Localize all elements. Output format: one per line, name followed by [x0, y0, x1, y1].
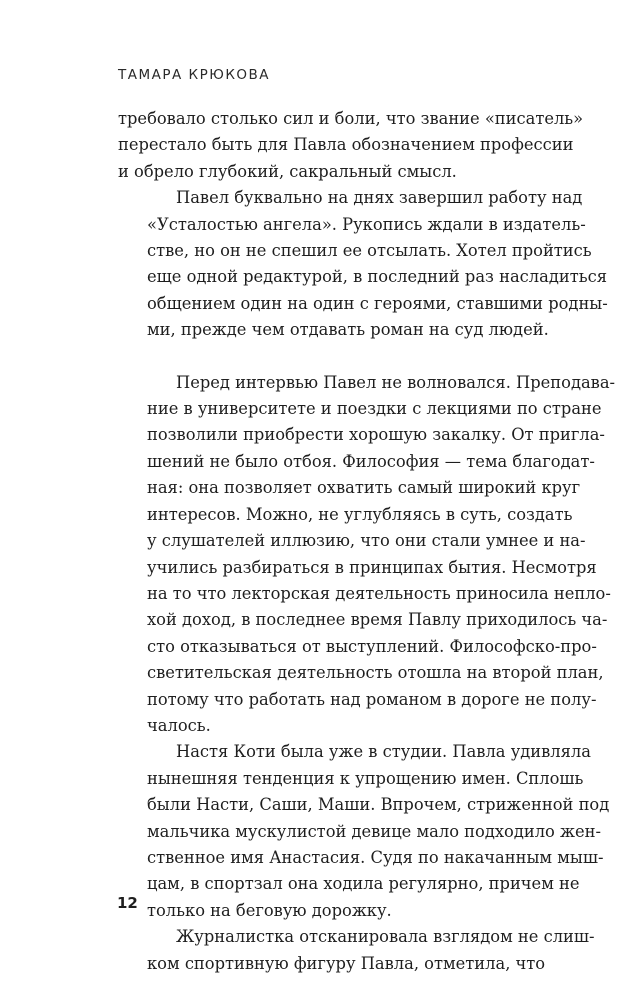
page-number: 12	[117, 894, 138, 912]
text-line: только на беговую дорожку.	[147, 900, 392, 920]
text-line: хой доход, в последнее время Павлу приходилось ча-	[147, 610, 608, 630]
text-line: еще одной редактурой, в последний раз насладиться	[147, 267, 607, 287]
text-line: нынешняя тенденция к упрощению имен. Сплошь	[147, 768, 584, 788]
text-line: интересов. Можно, не углубляясь в суть, создать	[147, 504, 573, 524]
text-line: Перед интервью Павел не волновался. Преподава-	[176, 372, 616, 392]
text-line: позволили приобрести хорошую закалку. От пригла-	[147, 425, 605, 445]
paragraph-1	[118, 106, 584, 185]
text-line: ние в университете и поездки с лекциями по стране	[147, 399, 602, 419]
text-line: чалось.	[147, 715, 211, 735]
paragraph-2	[118, 185, 608, 343]
text-line: сто отказываться от выступлений. Философско-про-	[147, 636, 597, 656]
text-line: ми, прежде чем отдавать роман на суд людей.	[147, 320, 549, 340]
text-line: Настя Коти была уже в студии. Павла удивляла	[176, 742, 591, 762]
text-line: ная: она позволяет охватить самый широкий круг	[147, 478, 581, 498]
text-line: цам, в спортзал она ходила регулярно, причем не	[147, 874, 580, 894]
paragraph-5	[118, 924, 595, 977]
text-line: Журналистка отсканировала взглядом не слиш-	[176, 927, 595, 947]
text-line: на то что лекторская деятельность приносила непло-	[147, 583, 611, 603]
running-header-author: ТАМАРА КРЮКОВА	[118, 67, 271, 83]
body-text	[118, 106, 616, 977]
text-line: стве, но он не спешил ее отсылать. Хотел пройтись	[147, 241, 592, 261]
text-line: шений не было отбоя. Философия — тема благодат-	[147, 451, 595, 471]
text-line: требовало столько сил и боли, что звание «писатель»	[118, 109, 584, 128]
text-line: ственное имя Анастасия. Судя по накачанным мыш-	[147, 847, 604, 867]
text-line: и обрело глубокий, сакральный смысл.	[118, 161, 457, 181]
text-line: потому что работать над романом в дороге не полу-	[147, 689, 597, 709]
text-line: учились разбираться в принципах бытия. Несмотря	[147, 557, 597, 577]
text-line: «Усталостью ангела». Рукопись ждали в издатель-	[147, 214, 586, 234]
text-line: перестало быть для Павла обозначением профессии	[118, 135, 574, 155]
section-break	[118, 344, 542, 370]
paragraph-3	[118, 370, 616, 740]
text-line: ком спортивную фигуру Павла, отметила, что	[147, 953, 546, 973]
text-line: светительская деятельность отошла на второй план,	[147, 663, 604, 683]
text-line: были Насти, Саши, Маши. Впрочем, стриженной под	[147, 795, 610, 815]
paragraph-4	[118, 739, 610, 924]
text-line: общением один на один с героями, ставшими родны-	[147, 293, 608, 313]
text-line: у слушателей иллюзию, что они стали умнее и на-	[147, 531, 586, 551]
text-line: мальчика мускулистой девице мало подходило жен-	[147, 821, 601, 841]
text-line: Павел буквально на днях завершил работу над	[176, 188, 583, 208]
